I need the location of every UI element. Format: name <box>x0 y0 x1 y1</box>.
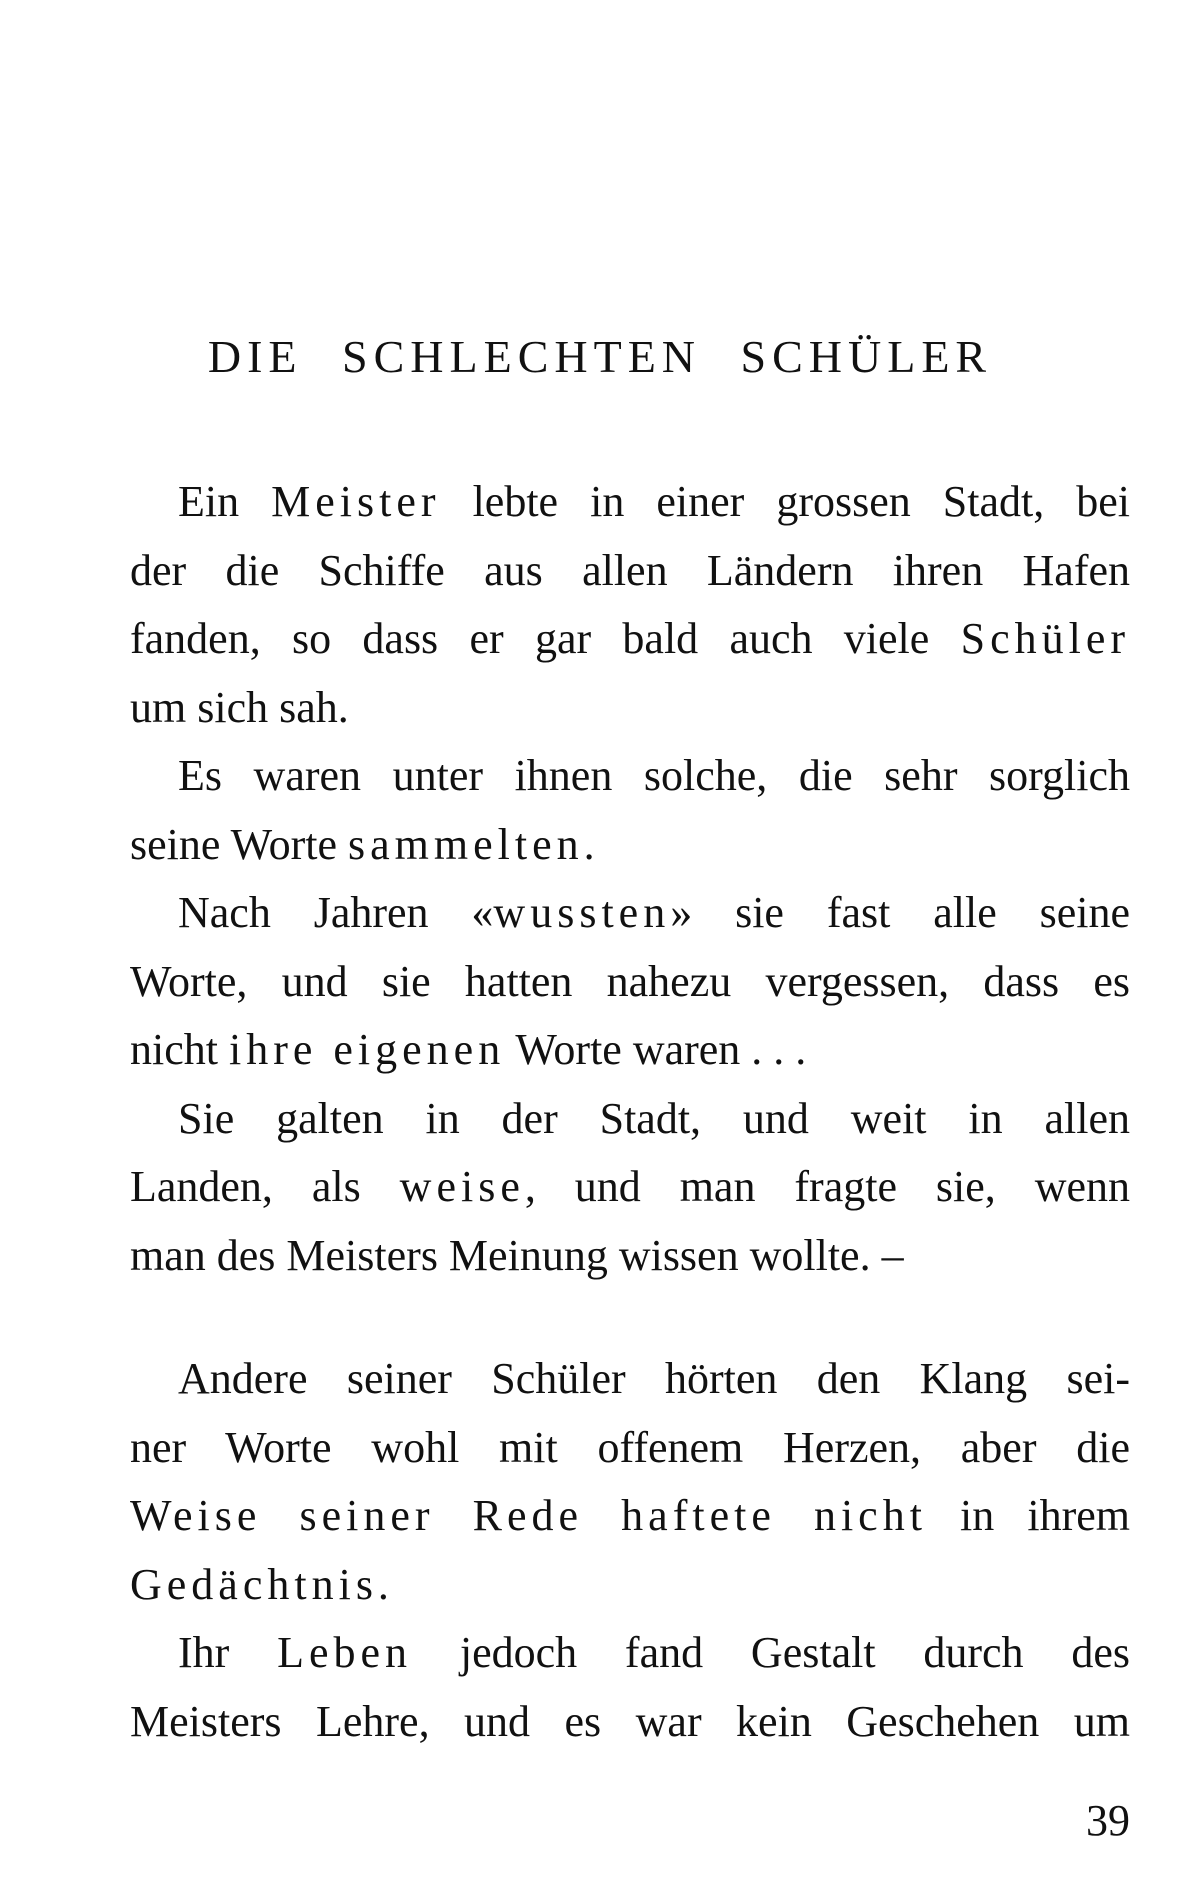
text-run: , und man fragte sie, wenn <box>524 1162 1131 1211</box>
text-line <box>130 1016 1130 1085</box>
emphasis-spaced: Schüler <box>960 614 1130 663</box>
text-run: Ein <box>178 477 272 526</box>
text-line: Gedächtnis. <box>130 1559 394 1609</box>
text-line: man des Meisters Meinung wissen wollte. – <box>130 1230 904 1280</box>
text-line <box>130 1153 1130 1222</box>
text-run: Worte waren . . . <box>505 1025 807 1074</box>
text-line: um sich sah. <box>130 682 349 732</box>
text-line: der die Schiffe aus allen Ländern ihren Hafen <box>130 545 1130 595</box>
section-1 <box>130 468 1130 1290</box>
text-run: seine Worte <box>130 819 349 869</box>
text-run: lebte in einer grossen Stadt, bei <box>440 477 1130 526</box>
text-line: Andere seiner Schüler hörten den Klang sei- <box>178 1354 1130 1403</box>
section-2 <box>130 1345 1130 1756</box>
page-number: 39 <box>1086 1796 1130 1845</box>
emphasis-spaced: Leben <box>277 1628 413 1677</box>
text-run: Ihr <box>178 1628 278 1677</box>
emphasis-spaced: sammelten. <box>348 819 600 869</box>
chapter-title: DIE SCHLECHTEN SCHÜLER <box>207 331 993 382</box>
text-line: Es waren unter ihnen solche, die sehr sorglich <box>178 751 1130 800</box>
emphasis-spaced: weise <box>399 1162 525 1211</box>
emphasis-spaced: Meister <box>271 477 441 526</box>
text-run: Nach Jahren « <box>178 888 494 937</box>
text-run: fanden, so dass er gar bald auch viele <box>130 614 961 663</box>
text-line <box>130 811 1130 880</box>
emphasis-spaced: wussten <box>493 888 671 937</box>
text-line <box>130 468 1130 537</box>
text-run: nicht <box>130 1025 229 1074</box>
text-line: Sie galten in der Stadt, und weit in allen <box>178 1093 1130 1143</box>
text-run: » sie fast alle seine <box>670 888 1131 937</box>
emphasis-spaced: ihre eigenen <box>228 1025 506 1074</box>
text-line: Worte, und sie hatten nahezu vergessen, dass es <box>130 956 1130 1006</box>
text-run: Landen, als <box>130 1162 400 1211</box>
text-line <box>130 605 1130 674</box>
text-line: Meisters Lehre, und es war kein Geschehen um <box>130 1696 1130 1746</box>
emphasis-spaced: Weise seiner Rede haftete nicht <box>130 1491 927 1540</box>
text-line <box>130 879 1130 948</box>
text-run: jedoch fand Gestalt durch des <box>412 1628 1130 1677</box>
text-line <box>130 1619 1130 1688</box>
text-run: in ihrem <box>926 1491 1131 1540</box>
text-line: ner Worte wohl mit offenem Herzen, aber die <box>130 1422 1130 1472</box>
text-line <box>130 1482 1130 1551</box>
